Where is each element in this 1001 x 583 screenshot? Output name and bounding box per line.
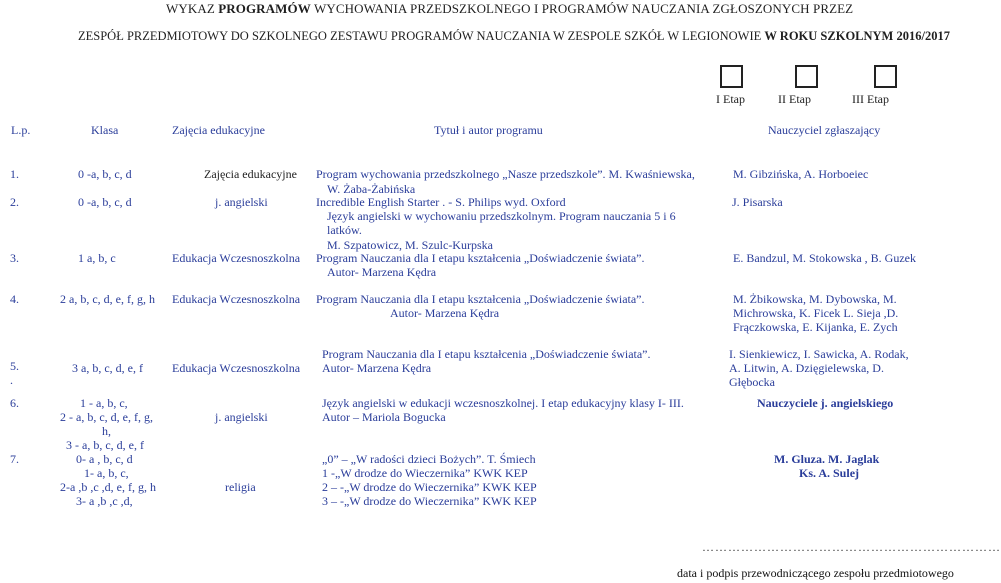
row7-tytul-line1: „0” – „W radości dzieci Bożych”. T. Śmiech	[322, 452, 536, 466]
column-header-klasa: Klasa	[91, 123, 119, 137]
row1-nauczyciel: M. Gibzińska, A. Horboeiec	[733, 167, 869, 181]
row4-lp: 4.	[10, 292, 19, 306]
row3-klasa: 1 a, b, c	[78, 251, 116, 265]
row7-klasa-line2: 1- a, b, c,	[84, 466, 129, 480]
row5-lp: 5.	[10, 359, 19, 373]
row6-lp: 6.	[10, 396, 19, 410]
row6-tytul-line2: Autor – Mariola Bogucka	[322, 410, 446, 424]
row7-klasa-line3: 2-a ,b ,c ,d, e, f, g, h	[60, 480, 156, 494]
row7-nauczyciel-line2: Ks. A. Sulej	[799, 466, 860, 480]
row2-lp: 2.	[10, 195, 19, 209]
row4-tytul-line2: Autor- Marzena Kędra	[390, 306, 500, 320]
row4-nauczyciel-line3: Frączkowska, E. Kijanka, E. Zych	[733, 320, 898, 334]
row2-zajecia: j. angielski	[215, 195, 268, 209]
row5-nauczyciel-line2: A. Litwin, A. Dzięgielewska, D.	[729, 361, 884, 375]
row5-nauczyciel-line1: I. Sienkiewicz, I. Sawicka, A. Rodak,	[729, 347, 909, 361]
stage-ii-label: II Etap	[778, 92, 811, 106]
row6-tytul-line1: Język angielski w edukacji wczesnoszkolnej. I etap edukacyjny klasy I- III.	[322, 396, 684, 410]
row2-tytul-line3: latków.	[327, 223, 362, 237]
column-header-nauczyciel: Nauczyciel zgłaszający	[768, 123, 881, 137]
row3-zajecia: Edukacja Wczesnoszkolna	[172, 251, 301, 265]
row4-nauczyciel-line1: M. Żbikowska, M. Dybowska, M.	[733, 292, 897, 306]
row6-zajecia: j. angielski	[215, 410, 268, 424]
row5-nauczyciel-line3: Głębocka	[729, 375, 775, 389]
row6-klasa-line2: 2 - a, b, c, d, e, f, g,	[60, 410, 153, 424]
row2-tytul-line1: Incredible English Starter . - S. Philips wyd. Oxford	[316, 195, 566, 209]
column-header-tytul: Tytuł i autor programu	[434, 123, 543, 137]
signature-label: data i podpis przewodniczącego zespołu przedmiotowego	[677, 566, 954, 580]
row7-tytul-line4: 3 – -„W drodze do Wieczernika” KWK KEP	[322, 494, 537, 508]
row5-zajecia: Edukacja Wczesnoszkolna	[172, 361, 301, 375]
row5-klasa: 3 a, b, c, d, e, f	[72, 361, 143, 375]
stage-iii-checkbox[interactable]	[874, 65, 897, 88]
row4-tytul-line1: Program Nauczania dla I etapu kształcenia „Doświadczenie świata”.	[316, 292, 645, 306]
row7-tytul-line2: 1 -„W drodze do Wieczernika” KWK KEP	[322, 466, 528, 480]
row2-nauczyciel: J. Pisarska	[732, 195, 783, 209]
row7-lp: 7.	[10, 452, 19, 466]
row6-klasa-line1: 1 - a, b, c,	[80, 396, 128, 410]
row1-zajecia: Zajęcia edukacyjne	[204, 167, 297, 181]
stage-iii-label: III Etap	[852, 92, 889, 106]
row1-klasa: 0 -a, b, c, d	[78, 167, 132, 181]
row5-tytul-line1: Program Nauczania dla I etapu kształcenia „Doświadczenie świata”.	[322, 347, 651, 361]
column-header-lp: L.p.	[11, 123, 31, 137]
row1-tytul-line1: Program wychowania przedszkolnego „Nasze przedszkole”. M. Kwaśniewska,	[316, 167, 695, 181]
row5-lp-dot: .	[10, 373, 13, 387]
document-title-line1: WYKAZ PROGRAMÓW WYCHOWANIA PRZEDSZKOLNEGO I PROGRAMÓW NAUCZANIA ZGŁOSZONYCH PRZEZ	[166, 1, 854, 16]
row6-klasa-line4: 3 - a, b, c, d, e, f	[66, 438, 144, 452]
column-header-zajecia: Zajęcia edukacyjne	[172, 123, 265, 137]
document-title-line2: ZESPÓŁ PRZEDMIOTOWY DO SZKOLNEGO ZESTAWU PROGRAMÓW NAUCZANIA W ZESPOLE SZKÓŁ W LEGIONOWIE W ROKU SZKOLNYM 2016/2017	[78, 29, 950, 43]
row2-klasa: 0 -a, b, c, d	[78, 195, 132, 209]
row1-tytul-line2: W. Żaba-Żabińska	[327, 182, 416, 196]
row4-zajecia: Edukacja Wczesnoszkolna	[172, 292, 301, 306]
signature-dotted-line: ……………………………………………………………	[702, 540, 1001, 554]
row3-nauczyciel: E. Bandzul, M. Stokowska , B. Guzek	[733, 251, 916, 265]
row7-zajecia: religia	[225, 480, 256, 494]
stage-ii-checkbox[interactable]	[795, 65, 818, 88]
row5-tytul-line2: Autor- Marzena Kędra	[322, 361, 432, 375]
row3-tytul-line1: Program Nauczania dla I etapu kształcenia „Doświadczenie świata”.	[316, 251, 645, 265]
row2-tytul-line4: M. Szpatowicz, M. Szulc-Kurpska	[327, 238, 493, 252]
row4-klasa: 2 a, b, c, d, e, f, g, h	[60, 292, 155, 306]
row1-lp: 1.	[10, 167, 19, 181]
stage-i-label: I Etap	[716, 92, 745, 106]
row6-nauczyciel: Nauczyciele j. angielskiego	[757, 396, 894, 410]
row6-klasa-line3: h,	[102, 424, 111, 438]
row2-tytul-line2: Język angielski w wychowaniu przedszkolnym. Program nauczania 5 i 6	[327, 209, 676, 223]
row3-lp: 3.	[10, 251, 19, 265]
row7-klasa-line1: 0- a , b, c, d	[76, 452, 133, 466]
stage-i-checkbox[interactable]	[720, 65, 743, 88]
row7-tytul-line3: 2 – -„W drodze do Wieczernika” KWK KEP	[322, 480, 537, 494]
row4-nauczyciel-line2: Michrowska, K. Ficek L. Sieja ,D.	[733, 306, 899, 320]
row7-klasa-line4: 3- a ,b ,c ,d,	[76, 494, 133, 508]
row7-nauczyciel-line1: M. Gluza. M. Jaglak	[774, 452, 880, 466]
row3-tytul-line2: Autor- Marzena Kędra	[327, 265, 437, 279]
